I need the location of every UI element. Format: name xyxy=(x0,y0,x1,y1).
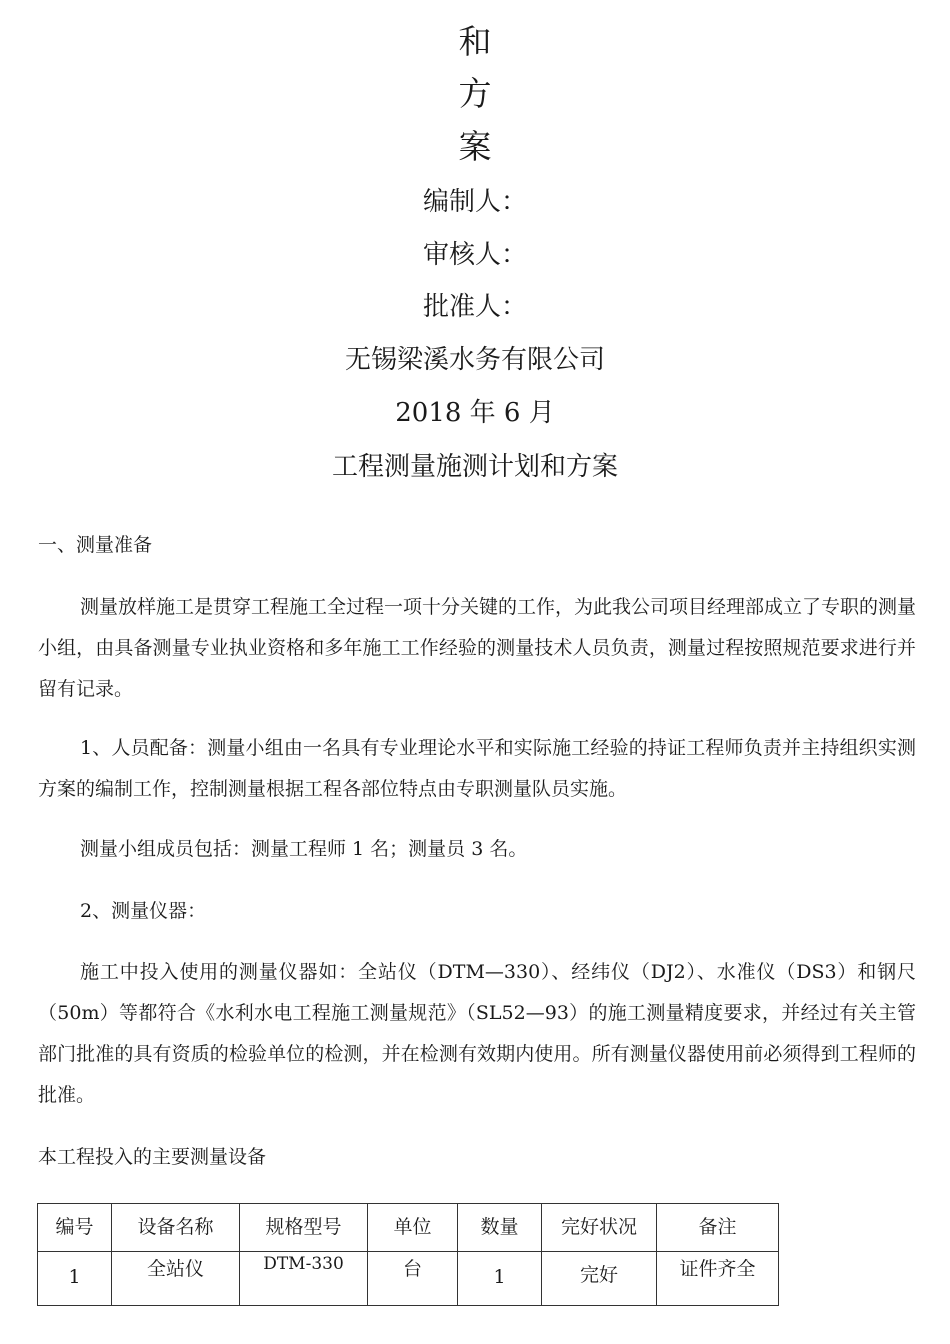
table-caption: 本工程投入的主要测量设备 xyxy=(38,1146,267,1168)
cell-number: 1 xyxy=(38,1252,112,1306)
cover-title-char-3: 案 xyxy=(458,127,492,166)
cover-title-char-1: 和 xyxy=(458,22,492,61)
date-line: 2018 年 6 月 xyxy=(395,398,555,428)
paragraph-intro: 测量放样施工是贯穿工程施工全过程一项十分关键的工作，为此我公司项目经理部成立了专职的测量小组，由具备测量专业执业资格和多年施工工作经验的测量技术人员负责，测量过程按照规范要求进行并留有记录。 xyxy=(38,596,917,700)
cell-quantity: 1 xyxy=(458,1252,542,1306)
equipment-table xyxy=(37,1203,779,1306)
table-row xyxy=(38,1252,779,1306)
cell-remarks: 证件齐全 xyxy=(657,1252,779,1306)
header-cell-remarks: 备注 xyxy=(657,1204,779,1252)
cover-title-char-2: 方 xyxy=(458,74,492,113)
paragraph-instruments-heading: 2、测量仪器： xyxy=(80,900,207,922)
cell-unit: 台 xyxy=(368,1252,458,1306)
reviewer-label: 审核人： xyxy=(422,240,527,270)
cell-name: 全站仪 xyxy=(112,1252,240,1306)
paragraph-instruments: 施工中投入使用的测量仪器如：全站仪（DTM—330）、经纬仪（DJ2）、水准仪（DS3）和钢尺（50m）等都符合《水利水电工程施工测量规范》（SL52—93）的施工测量精度要求，并经过有关主管部门批准的具有资质的检验单位的检测，并在检测有效期内使用。所有测量仪器使用前必须得到工程师的批准。 xyxy=(38,961,916,1106)
header-cell-number: 编号 xyxy=(38,1204,112,1252)
paragraph-team-members: 测量小组成员包括：测量工程师 1 名；测量员 3 名。 xyxy=(80,838,528,860)
header-cell-quantity: 数量 xyxy=(458,1204,542,1252)
paragraph-staffing: 1、人员配备：测量小组由一名具有专业理论水平和实际施工经验的持证工程师负责并主持组织实测方案的编制工作，控制测量根据工程各部位特点由专职测量队员实施。 xyxy=(38,737,916,800)
header-cell-model: 规格型号 xyxy=(240,1204,368,1252)
editor-label: 编制人： xyxy=(422,187,527,217)
cell-model: DTM-330 xyxy=(240,1252,368,1306)
header-cell-condition: 完好状况 xyxy=(542,1204,657,1252)
section-heading-preparation: 一、测量准备 xyxy=(38,534,153,556)
approver-label: 批准人： xyxy=(422,292,527,322)
header-cell-unit: 单位 xyxy=(368,1204,458,1252)
table-header-row xyxy=(38,1204,779,1252)
company-name: 无锡梁溪水务有限公司 xyxy=(344,345,605,375)
document-title: 工程测量施测计划和方案 xyxy=(331,452,618,482)
cell-condition: 完好 xyxy=(542,1252,657,1306)
header-cell-name: 设备名称 xyxy=(112,1204,240,1252)
